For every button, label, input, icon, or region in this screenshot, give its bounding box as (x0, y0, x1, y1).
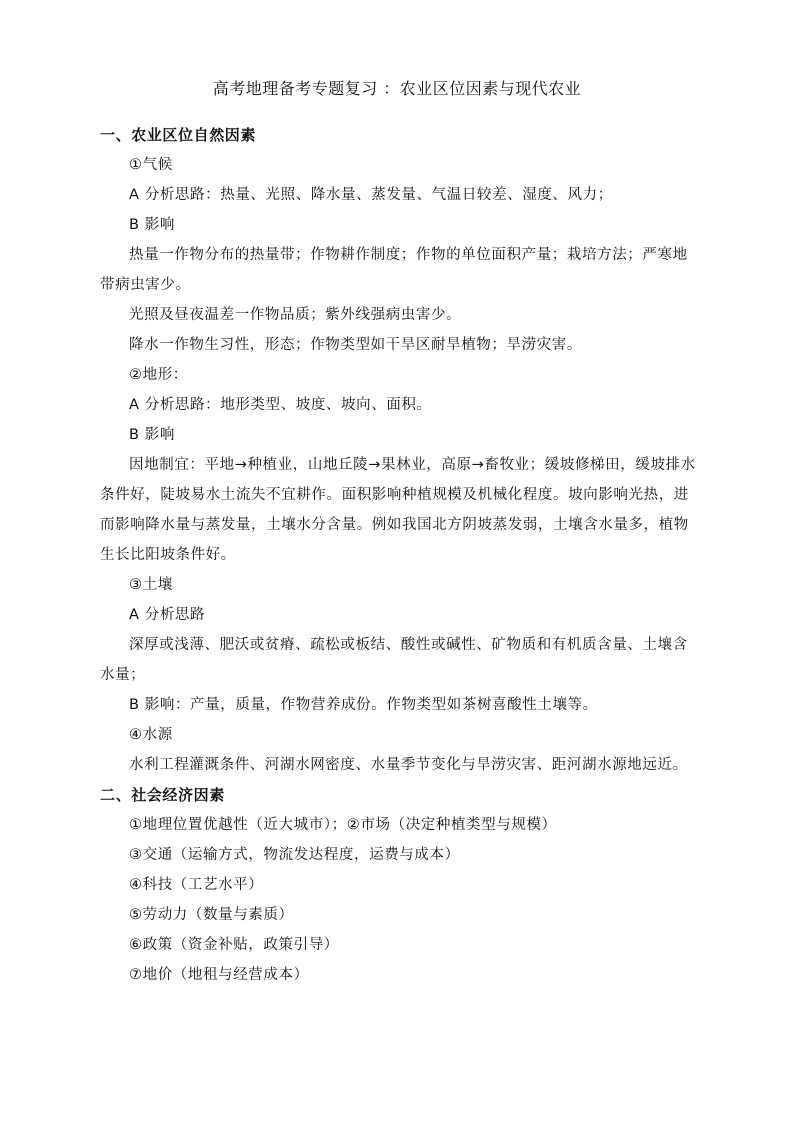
terrain-influence-label: B 影响 (129, 427, 175, 443)
terrain-paragraph: 因地制宜：平地→种植业，山地丘陵→果林业，高原→畜牧业；缓坡修梯田，缓坡排水条件好，陡坡易水土流失不宜耕作。面积影响种植规模及机械化程度。坡向影响光热，进而影响降水量与蒸发量，土壤水分含量。例如我国北方阴坡蒸发弱，土壤含水量多，植物生长比阳坡条件好。 (100, 457, 696, 563)
subheading-water: ④水源 (129, 727, 173, 743)
socioeconomic-item: ⑥政策（资金补贴，政策引导） (129, 937, 339, 953)
climate-influence-label: B 影响 (129, 217, 175, 233)
document-body (100, 120, 696, 990)
section-heading-socioeconomic-factors: 二、社会经济因素 (100, 786, 225, 804)
soil-analysis-label: A 分析思路 (129, 607, 206, 623)
soil-influence: B 影响：产量，质量，作物营养成份。作物类型如茶树喜酸性土壤等。 (129, 697, 598, 713)
climate-paragraph-heat: 热量一作物分布的热量带；作物耕作制度；作物的单位面积产量；栽培方法；严寒地带病虫害少。 (100, 247, 688, 293)
climate-paragraph-light: 光照及昼夜温差一作物品质；紫外线强病虫害少。 (129, 307, 462, 323)
subheading-terrain: ②地形： (129, 367, 188, 383)
section-heading-natural-factors: 一、农业区位自然因素 (100, 126, 257, 144)
climate-paragraph-rain: 降水一作物生习性，形态；作物类型如干旱区耐旱植物；旱涝灾害。 (129, 337, 582, 353)
document-title: 高考地理备考专题复习 ：农业区位因素与现代农业 (212, 79, 582, 98)
socioeconomic-item: ⑤劳动力（数量与素质） (129, 907, 294, 923)
socioeconomic-item: ③交通（运输方式，物流发达程度，运费与成本） (129, 847, 460, 863)
water-paragraph: 水利工程灌溉条件、河湖水网密度、水量季节变化与旱涝灾害、距河湖水源地远近。 (129, 757, 688, 773)
socioeconomic-item: ④科技（工艺水平） (129, 877, 264, 893)
terrain-analysis: A 分析思路：地形类型、坡度、坡向、面积。 (129, 397, 432, 413)
soil-paragraph: 深厚或浅薄、肥沃或贫瘠、疏松或板结、酸性或碱性、矿物质和有机质含量、土壤含水量； (100, 637, 688, 683)
socioeconomic-item: ①地理位置优越性（近大城市）；②市场（决定种植类型与规模） (129, 817, 557, 833)
socioeconomic-item: ⑦地价（地租与经营成本） (129, 967, 309, 983)
subheading-climate: ①气候 (129, 157, 173, 173)
climate-analysis: A 分析思路：热量、光照、降水量、蒸发量、气温日较差、湿度、风力； (129, 187, 613, 203)
subheading-soil: ③土壤 (129, 577, 173, 593)
